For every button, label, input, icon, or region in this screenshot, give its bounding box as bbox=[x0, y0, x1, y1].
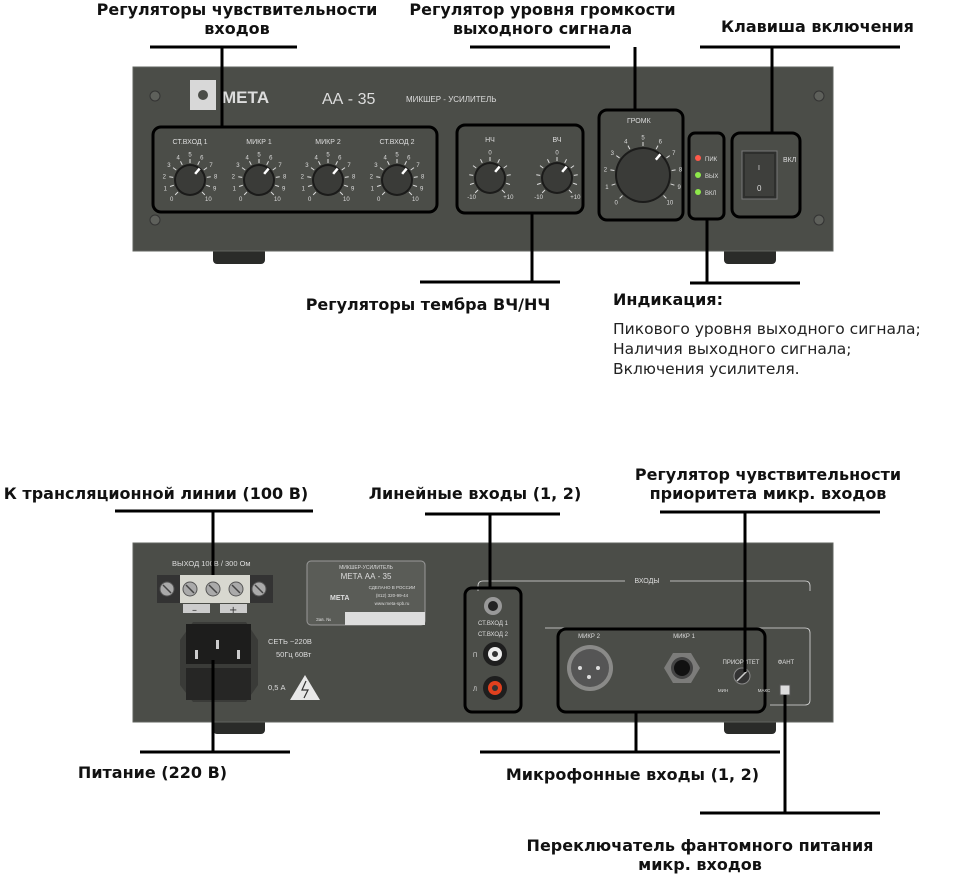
annotation-tone: Регуляторы тембра ВЧ/НЧ bbox=[305, 295, 551, 314]
scale-label: 2 bbox=[300, 174, 304, 181]
scale-label: 2 bbox=[603, 167, 608, 174]
inputs-title: ВХОДЫ bbox=[634, 578, 660, 585]
scale-tick bbox=[276, 177, 280, 178]
scale-label: 3 bbox=[374, 163, 378, 170]
mic2-label: МИКР 2 bbox=[578, 634, 600, 640]
phantom-power-switch[interactable] bbox=[780, 685, 790, 695]
phantom-label: ФАНТ bbox=[777, 660, 795, 666]
scale-label: 2 bbox=[162, 174, 166, 181]
scale-label: 5 bbox=[257, 152, 261, 159]
plate-serial: Зав. № bbox=[316, 617, 331, 622]
speaker-terminal-block[interactable] bbox=[157, 575, 273, 603]
annotation-mic-inputs: Микрофонные входы (1, 2) bbox=[505, 765, 760, 784]
annotation-line-inputs: Линейные входы (1, 2) bbox=[368, 484, 582, 503]
scale-label: 9 bbox=[282, 186, 286, 193]
scale-label: 9 bbox=[420, 186, 424, 193]
annotation-gain: Регуляторы чувствительности входов bbox=[96, 0, 378, 38]
scale-label: 1 bbox=[163, 186, 167, 193]
scale-label: 7 bbox=[278, 163, 282, 170]
scale-label: 7 bbox=[347, 163, 351, 170]
mains-label: СЕТЬ ~220В bbox=[268, 637, 312, 646]
scale-tick bbox=[672, 170, 676, 171]
scale-tick bbox=[376, 177, 380, 178]
plus-label: + bbox=[229, 605, 238, 616]
priority-label: ПРИОРИТЕТ bbox=[722, 660, 760, 666]
scale-label: 2 bbox=[231, 174, 235, 181]
scale-label: 5 bbox=[188, 152, 192, 159]
scale-label: 5 bbox=[395, 152, 399, 159]
scale-label: 0 bbox=[376, 196, 381, 203]
switch-label: ВКЛ bbox=[783, 157, 797, 164]
scale-tick bbox=[414, 177, 418, 178]
scale-label: -10 bbox=[467, 194, 476, 201]
terminal-screw-icon bbox=[183, 582, 197, 596]
scale-label: 7 bbox=[672, 151, 676, 158]
scale-label: 8 bbox=[352, 174, 356, 181]
led-output-label: ВЫХ bbox=[705, 174, 719, 180]
scale-label: -10 bbox=[534, 194, 543, 201]
line-in1-label: СТ.ВХОД 1 bbox=[478, 621, 508, 627]
indication-item: Пикового уровня выходного сигнала; bbox=[613, 320, 921, 338]
scale-label: 0 bbox=[488, 150, 492, 157]
plate-line1: МИКШЕР-УСИЛИТЕЛЬ bbox=[339, 565, 393, 571]
annotation-indication: Индикация: bbox=[613, 290, 723, 309]
scale-label: 9 bbox=[677, 185, 681, 192]
terminal-screw-icon bbox=[160, 582, 174, 596]
scale-label: 8 bbox=[283, 174, 287, 181]
annotation-phantom: Переключатель фантомного питания микр. входов bbox=[526, 836, 874, 874]
mains-rating: 50Гц 60Вт bbox=[276, 650, 312, 659]
scale-tick bbox=[238, 177, 242, 178]
minus-label: – bbox=[192, 605, 197, 616]
indication-item: Включения усилителя. bbox=[613, 360, 800, 378]
led-peak-label: ПИК bbox=[705, 157, 718, 163]
scale-tick bbox=[169, 177, 173, 178]
plate-brand: МЕТА bbox=[330, 595, 350, 602]
scale-label: 3 bbox=[167, 163, 171, 170]
scale-label: 5 bbox=[326, 152, 330, 159]
scale-label: 7 bbox=[416, 163, 420, 170]
volume-knob-label: ГРОМК bbox=[627, 118, 651, 125]
scale-label: 8 bbox=[214, 174, 218, 181]
priority-min-label: МИН bbox=[717, 688, 729, 693]
scale-label: +10 bbox=[570, 194, 581, 201]
scale-label: 10 bbox=[343, 196, 350, 203]
front-panel bbox=[133, 67, 833, 264]
screw-icon bbox=[814, 215, 824, 225]
scale-label: 10 bbox=[412, 196, 419, 203]
screw-icon bbox=[150, 215, 160, 225]
meta-logo-icon bbox=[190, 80, 216, 110]
annotation-power-key: Клавиша включения bbox=[721, 17, 914, 36]
scale-label: 3 bbox=[236, 163, 240, 170]
led-output bbox=[695, 172, 701, 178]
annotation-mains: Питание (220 В) bbox=[77, 763, 228, 782]
scale-label: 3 bbox=[610, 151, 614, 158]
rca-left-label: Л bbox=[473, 687, 477, 693]
scale-tick bbox=[610, 170, 614, 171]
mic1-label: МИКР 1 bbox=[673, 634, 695, 640]
terminal-screw-icon bbox=[229, 582, 243, 596]
knob-label: МИКР 2 bbox=[315, 139, 341, 146]
indication-item: Наличия выходного сигнала; bbox=[613, 340, 852, 358]
model-label: АА - 35 bbox=[322, 91, 376, 108]
fuse-rating: 0,5 А bbox=[268, 683, 286, 692]
scale-tick bbox=[507, 175, 511, 176]
brand-logo-text: МЕТА bbox=[222, 88, 270, 107]
terminal-screw-icon bbox=[206, 582, 220, 596]
scale-tick bbox=[345, 177, 349, 178]
annotation-volume: Регулятор уровня громкости выходного сигнала bbox=[409, 0, 676, 38]
terminal-screw-icon bbox=[252, 582, 266, 596]
scale-label: 3 bbox=[305, 163, 309, 170]
scale-tick bbox=[574, 175, 578, 176]
scale-label: 6 bbox=[658, 139, 662, 146]
scale-label: +10 bbox=[503, 194, 514, 201]
led-power bbox=[695, 189, 701, 195]
scale-label: 1 bbox=[301, 186, 305, 193]
scale-label: 4 bbox=[383, 155, 387, 162]
scale-label: 10 bbox=[666, 200, 674, 207]
rca-right-jack[interactable] bbox=[483, 642, 507, 666]
rca-right-label: П bbox=[473, 653, 478, 659]
scale-tick bbox=[536, 175, 540, 176]
scale-label: 6 bbox=[200, 155, 204, 162]
scale-label: 4 bbox=[245, 155, 249, 162]
led-peak bbox=[695, 155, 701, 161]
knob-cap bbox=[617, 149, 669, 201]
scale-label: 4 bbox=[624, 139, 628, 146]
screw-icon bbox=[150, 91, 160, 101]
knob-label: СТ.ВХОД 2 bbox=[379, 139, 415, 146]
plate-phone: (812) 320-99-44 bbox=[375, 593, 409, 598]
plate-made: СДЕЛАНО В РОССИИ bbox=[368, 585, 416, 590]
switch-on-mark: I bbox=[758, 165, 760, 172]
annotation-line-100v: К трансляционной линии (100 В) bbox=[3, 484, 309, 503]
scale-label: 4 bbox=[314, 155, 318, 162]
switch-off-mark: 0 bbox=[757, 184, 762, 193]
scale-label: 4 bbox=[176, 155, 180, 162]
scale-tick bbox=[469, 175, 473, 176]
scale-label: 6 bbox=[269, 155, 273, 162]
scale-label: 0 bbox=[238, 196, 243, 203]
priority-max-label: МАКС bbox=[757, 688, 771, 693]
led-power-label: ВКЛ bbox=[705, 191, 717, 197]
knob-label: СТ.ВХОД 1 bbox=[172, 139, 208, 146]
xlr-mic2-connector[interactable] bbox=[567, 645, 613, 691]
scale-label: 10 bbox=[205, 196, 212, 203]
scale-label: 0 bbox=[307, 196, 312, 203]
scale-label: 5 bbox=[641, 135, 645, 142]
scale-label: 2 bbox=[369, 174, 373, 181]
scale-tick bbox=[207, 177, 211, 178]
scale-label: 1 bbox=[605, 185, 609, 192]
plate-line2: МЕТА АА - 35 bbox=[340, 572, 392, 581]
plate-web: www.meta-spb.ru bbox=[374, 601, 410, 606]
screw-icon bbox=[814, 91, 824, 101]
scale-label: 9 bbox=[213, 186, 217, 193]
scale-label: 8 bbox=[678, 167, 683, 174]
knob-label: МИКР 1 bbox=[246, 139, 272, 146]
priority-trim-knob[interactable] bbox=[734, 668, 750, 684]
rear-panel bbox=[133, 543, 833, 734]
iec-power-socket[interactable] bbox=[180, 622, 258, 702]
scale-label: 0 bbox=[169, 196, 174, 203]
line-in2-label: СТ.ВХОД 2 bbox=[478, 632, 508, 638]
knob-label: ВЧ bbox=[552, 137, 562, 144]
scale-label: 0 bbox=[614, 200, 618, 207]
scale-label: 0 bbox=[555, 150, 559, 157]
scale-label: 10 bbox=[274, 196, 281, 203]
scale-label: 6 bbox=[338, 155, 342, 162]
jack-3-5mm-stereo-input-1[interactable] bbox=[484, 597, 502, 615]
rca-left-jack[interactable] bbox=[483, 676, 507, 700]
type-label: МИКШЕР - УСИЛИТЕЛЬ bbox=[406, 95, 497, 104]
output-label: ВЫХОД 100В / 300 Ом bbox=[172, 559, 251, 568]
annotation-priority: Регулятор чувствительности приоритета микр. входов bbox=[634, 465, 902, 503]
scale-label: 9 bbox=[351, 186, 355, 193]
scale-label: 1 bbox=[232, 186, 236, 193]
scale-label: 8 bbox=[421, 174, 425, 181]
scale-label: 6 bbox=[407, 155, 411, 162]
scale-label: 1 bbox=[370, 186, 374, 193]
scale-tick bbox=[307, 177, 311, 178]
knob-label: НЧ bbox=[485, 137, 495, 144]
scale-label: 7 bbox=[209, 163, 213, 170]
